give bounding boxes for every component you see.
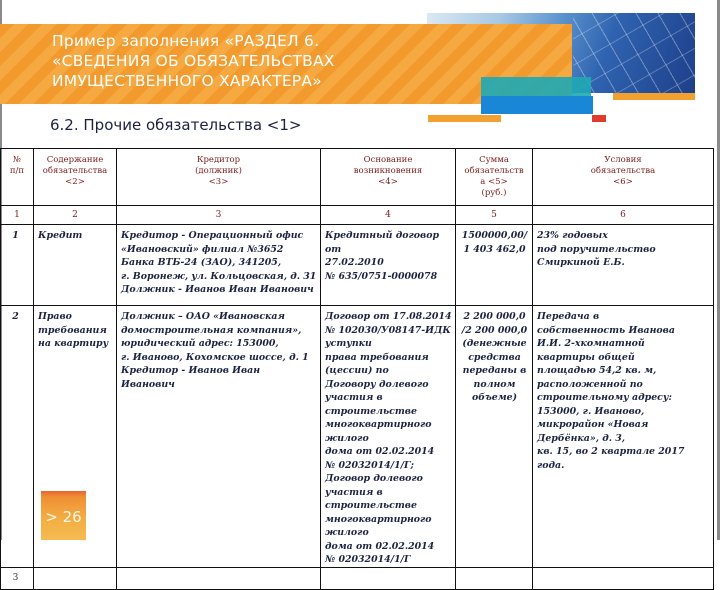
obligation-content	[34, 567, 117, 589]
table-header-row	[1, 149, 714, 206]
title-line: «СВЕДЕНИЯ ОБ ОБЯЗАТЕЛЬСТВАХ	[52, 52, 335, 70]
section-subtitle: 6.2. Прочие обязательства <1>	[50, 116, 302, 134]
title-line: Пример заполнения «РАЗДЕЛ 6.	[52, 32, 320, 50]
page-title	[52, 31, 412, 91]
header-creditor: Кредитор (должник) <3>	[117, 149, 321, 206]
column-number: 2	[34, 206, 117, 225]
title-line: ИМУЩЕСТВЕННОГО ХАРАКТЕРА»	[52, 72, 322, 90]
conditions-cell: Передача в собственность Иванова И.И. 2-хкомнатной квартиры общей площадью 54,2 кв. м, расположенной по строительному адресу: 153000, г. Иваново, микрорайон «Новая Дербёнка», д. 3, кв. 15, во 2 квартале 2017 года.	[533, 306, 714, 568]
sum-cell: 2 200 000,0 /2 200 000,0 (денежные средства переданы в полном объеме)	[456, 306, 533, 568]
column-number: 6	[533, 206, 714, 225]
obligations-table	[0, 148, 714, 590]
table-row	[1, 567, 714, 589]
row-number: 3	[1, 567, 34, 589]
obligation-content: Кредит	[34, 225, 117, 306]
header-conditions: Условия обязательства <6>	[533, 149, 714, 206]
column-number: 3	[117, 206, 321, 225]
banner-orange-strip	[428, 115, 501, 122]
banner-red-square	[592, 115, 606, 122]
banner-orange-strip	[613, 93, 695, 100]
conditions-cell	[533, 567, 714, 589]
banner-blue-block	[481, 96, 593, 114]
basis-cell	[321, 567, 456, 589]
page-number-badge: > 26	[41, 491, 86, 540]
header-sum: Сумма обязательств а <5> (руб.)	[456, 149, 533, 206]
table-row	[1, 225, 714, 306]
column-number-row	[1, 206, 714, 225]
conditions-cell: 23% годовых под поручительство Смиркиной Е.Б.	[533, 225, 714, 306]
header-basis: Основание возникновения <4>	[321, 149, 456, 206]
sum-cell: 1500000,00/ 1 403 462,0	[456, 225, 533, 306]
creditor-cell: Кредитор - Операционный офис «Ивановский» филиал №3652 Банка ВТБ-24 (ЗАО), 341205, г. Воронеж, ул. Кольцовская, д. 31 Должник - Иванов Иван Иванович	[117, 225, 321, 306]
column-number: 5	[456, 206, 533, 225]
sum-cell	[456, 567, 533, 589]
creditor-cell: Должник – ОАО «Ивановская домостроительная компания», юридический адрес: 153000, г. Иваново, Кохомское шоссе, д. 1 Кредитор - Иванов Иван Иванович	[117, 306, 321, 568]
banner-glass-grid	[573, 13, 695, 93]
column-number: 1	[1, 206, 34, 225]
creditor-cell	[117, 567, 321, 589]
obligation-content: Право требования на квартиру	[34, 306, 117, 568]
column-number: 4	[321, 206, 456, 225]
basis-cell: Договор от 17.08.2014 № 102030/У08147-ИДК уступки права требования (цессии) по Договору долевого участия в строительстве многоквартирного жилого дома от 02.02.2014 № 02032014/1/Г; Договор долевого участия в строительстве многоквартирного жилого дома от 02.02.2014 № 02032014/1/Г	[321, 306, 456, 568]
header-content: Содержание обязательства <2>	[34, 149, 117, 206]
row-number: 1	[1, 225, 34, 306]
table-row	[1, 306, 714, 568]
basis-cell: Кредитный договор от 27.02.2010 № 635/0751-0000078	[321, 225, 456, 306]
row-number: 2	[1, 306, 34, 568]
header-number: № п/п	[1, 149, 34, 206]
